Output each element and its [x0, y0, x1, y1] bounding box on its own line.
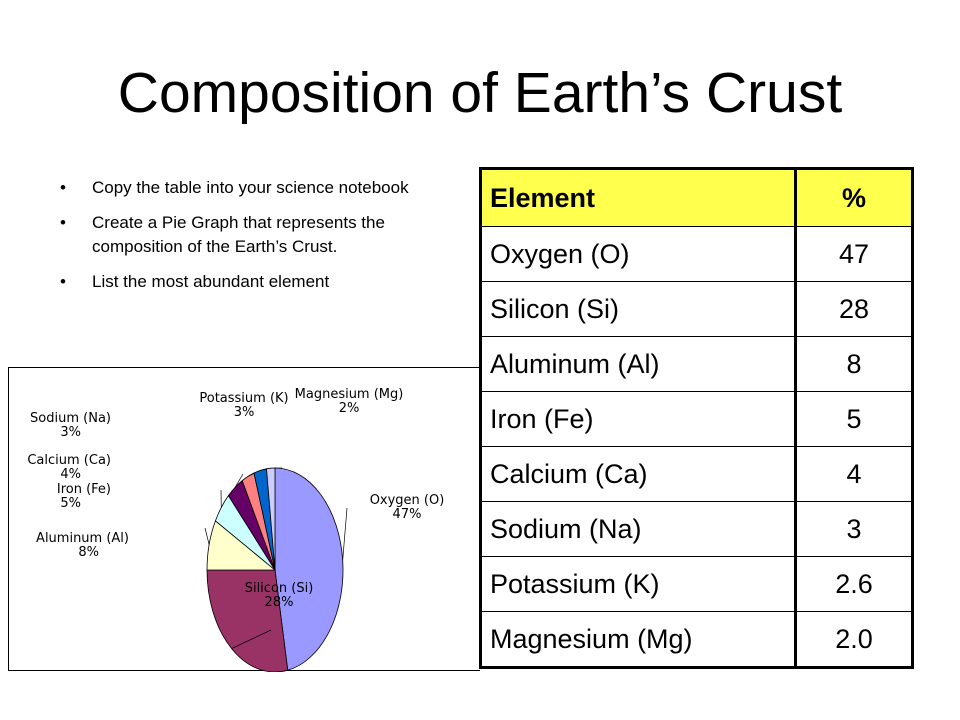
element-table — [479, 167, 914, 669]
slice-category-label: Magnesium (Mg) — [294, 387, 404, 402]
slice-value-label: 4% — [60, 467, 81, 482]
table-row — [481, 227, 913, 282]
leader-line — [343, 508, 347, 560]
bullet-icon: • — [60, 272, 66, 291]
element-cell: Iron (Fe) — [481, 392, 796, 447]
percent-cell: 47 — [796, 227, 913, 282]
slice-category-label: Sodium (Na) — [30, 411, 111, 426]
slice-label — [27, 453, 111, 482]
slice-category-label: Iron (Fe) — [56, 482, 111, 497]
leader-line — [205, 528, 209, 545]
table-row — [481, 612, 913, 668]
slice-category-label: Calcium (Ca) — [27, 453, 111, 468]
instruction-text: Create a Pie Graph that represents the composition of the Earth’s Crust. — [92, 213, 385, 256]
element-cell: Calcium (Ca) — [481, 447, 796, 502]
pie-slice — [275, 468, 343, 670]
percent-cell: 4 — [796, 447, 913, 502]
element-cell: Sodium (Na) — [481, 502, 796, 557]
slice-value-label: 2% — [338, 401, 360, 416]
slice-value-label: 3% — [233, 405, 255, 420]
element-cell: Potassium (K) — [481, 557, 796, 612]
slice-value-label: 8% — [78, 545, 99, 560]
element-cell: Aluminum (Al) — [481, 337, 796, 392]
percent-cell: 28 — [796, 282, 913, 337]
slice-label — [36, 531, 129, 560]
slice-category-label: Aluminum (Al) — [36, 531, 129, 546]
instruction-item — [58, 270, 468, 294]
element-cell: Magnesium (Mg) — [481, 612, 796, 668]
instruction-item — [58, 211, 468, 259]
slice-value-label: 5% — [60, 496, 81, 511]
percent-cell: 3 — [796, 502, 913, 557]
instruction-list — [58, 176, 468, 305]
table-row — [481, 447, 913, 502]
instruction-text: Copy the table into your science notebook — [92, 178, 409, 197]
table-header-row — [481, 169, 913, 227]
slice-category-label: Oxygen (O) — [369, 493, 445, 508]
slice-label — [30, 411, 111, 440]
table-row — [481, 337, 913, 392]
slice-category-label: Potassium (K) — [199, 391, 289, 406]
slice-label — [295, 387, 404, 416]
table-row — [481, 502, 913, 557]
table-row — [481, 392, 913, 447]
pie-chart-frame — [8, 367, 480, 671]
bullet-icon: • — [60, 213, 66, 232]
bullet-icon: • — [60, 178, 66, 197]
percent-cell: 2.0 — [796, 612, 913, 668]
header-percent: % — [796, 169, 913, 227]
instruction-item — [58, 176, 468, 200]
slice-value-label: 28% — [264, 595, 294, 610]
percent-cell: 8 — [796, 337, 913, 392]
header-element: Element — [481, 169, 796, 227]
table-row — [481, 282, 913, 337]
slice-category-label: Silicon (Si) — [244, 581, 314, 596]
slice-label — [370, 493, 445, 522]
element-cell: Silicon (Si) — [481, 282, 796, 337]
percent-cell: 5 — [796, 392, 913, 447]
slice-label — [57, 482, 111, 511]
slice-value-label: 3% — [60, 425, 81, 440]
table-row — [481, 557, 913, 612]
instruction-text: List the most abundant element — [92, 272, 330, 291]
slice-label — [199, 391, 288, 420]
element-cell: Oxygen (O) — [481, 227, 796, 282]
percent-cell: 2.6 — [796, 557, 913, 612]
slide-title: Composition of Earth’s Crust — [117, 61, 843, 125]
pie-chart — [9, 368, 481, 672]
slice-value-label: 47% — [392, 507, 422, 522]
